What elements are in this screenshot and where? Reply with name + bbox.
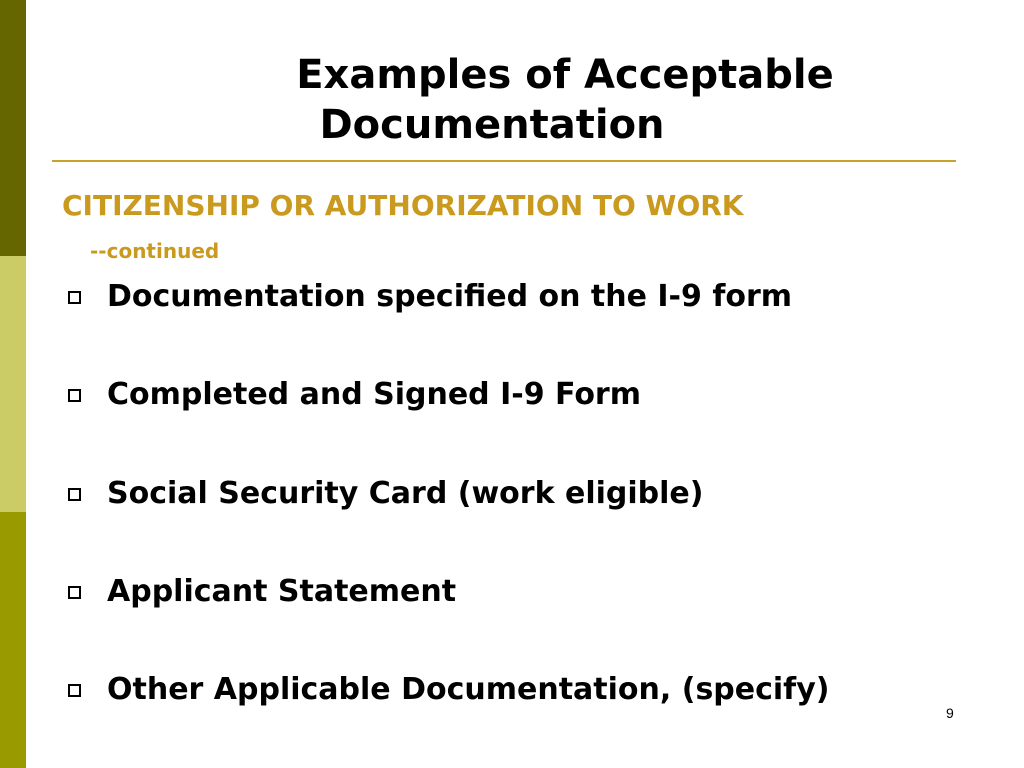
bullet-text: Documentation specified on the I-9 form [107, 279, 793, 314]
section-heading: CITIZENSHIP OR AUTHORIZATION TO WORK [62, 189, 744, 222]
bullet-text: Applicant Statement [107, 574, 457, 609]
slide-title [60, 50, 960, 150]
title-divider [52, 160, 956, 162]
bullet-item [62, 474, 703, 514]
side-bar-dark-olive [0, 0, 26, 256]
bullet-item [62, 375, 641, 415]
bullet-text: Social Security Card (work eligible) [107, 476, 704, 511]
bullet-item [62, 572, 456, 612]
hollow-square-icon [68, 389, 81, 402]
section-subheading: --continued [90, 239, 220, 263]
side-bar-light-olive [0, 256, 26, 512]
bullet-text: Completed and Signed I-9 Form [107, 377, 641, 412]
slide-title-line-1: Examples of Acceptable [296, 52, 834, 98]
side-bar-olive [0, 512, 26, 768]
hollow-square-icon [68, 684, 81, 697]
bullet-item [62, 277, 792, 317]
hollow-square-icon [68, 586, 81, 599]
bullet-text: Other Applicable Documentation, (specify) [107, 672, 830, 707]
bullet-item [62, 670, 830, 710]
hollow-square-icon [68, 291, 81, 304]
slide-number: 9 [946, 705, 954, 721]
slide-title-line-2: Documentation [319, 102, 665, 148]
hollow-square-icon [68, 488, 81, 501]
